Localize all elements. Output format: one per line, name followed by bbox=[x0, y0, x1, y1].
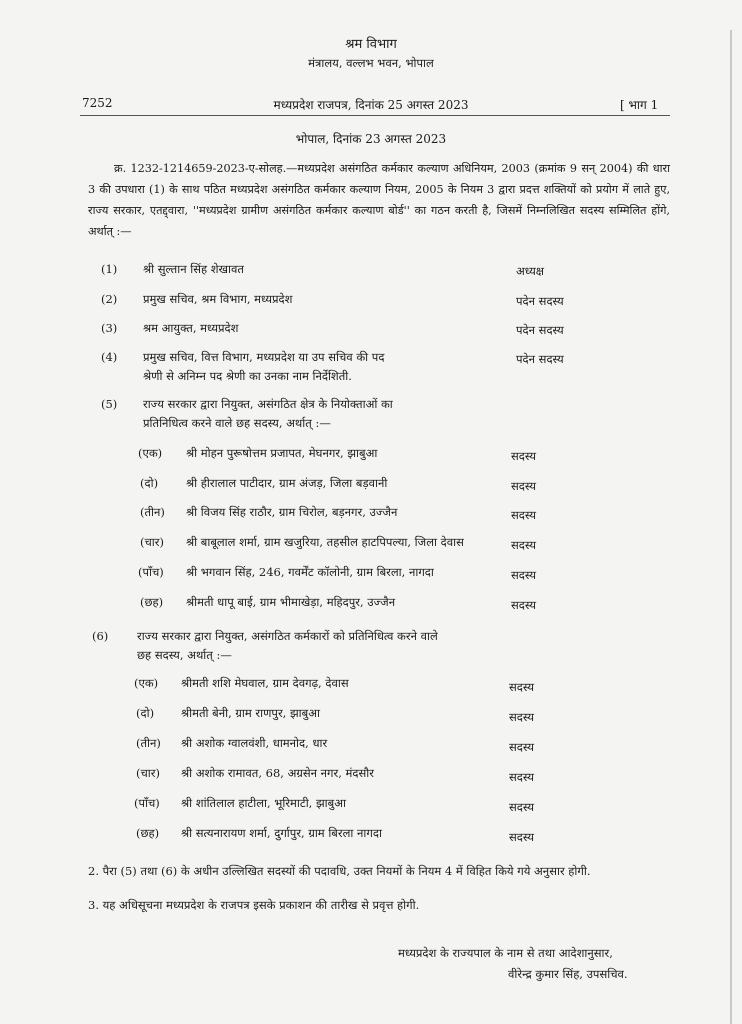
worker-number: (चार) bbox=[136, 766, 160, 780]
member-number: (1) bbox=[101, 262, 118, 276]
worker-role: सदस्य bbox=[509, 800, 535, 814]
gazette-part: [ भाग 1 bbox=[620, 98, 659, 112]
worker-role: सदस्य bbox=[509, 680, 535, 694]
worker-name: श्री अशोक रामावत, 68, अग्रसेन नगर, मंदसौर bbox=[181, 766, 374, 780]
member-role: अध्यक्ष bbox=[516, 264, 545, 278]
employer-role: सदस्य bbox=[511, 508, 537, 522]
member-name: प्रमुख सचिव, वित्त विभाग, मध्यप्रदेश या उप सचिव की पद bbox=[143, 350, 385, 364]
member-role: पदेन सदस्य bbox=[516, 323, 564, 337]
worker-role: सदस्य bbox=[509, 710, 535, 724]
worker-number: (एक) bbox=[134, 676, 159, 690]
employer-role: सदस्य bbox=[511, 598, 537, 612]
member-name-continued: श्रेणी से अनिम्न पद श्रेणी का उनका नाम निर्देशिती. bbox=[143, 369, 352, 383]
employer-number: (चार) bbox=[140, 535, 164, 549]
member-name: प्रमुख सचिव, श्रम विभाग, मध्यप्रदेश bbox=[143, 292, 293, 306]
employer-role: सदस्य bbox=[511, 568, 537, 582]
page-edge bbox=[730, 30, 732, 1024]
member-group-heading: राज्य सरकार द्वारा नियुक्त, असंगठित क्षेत्र के नियोक्ताओं का bbox=[143, 397, 393, 411]
employer-name: श्रीमती धापू बाई, ग्राम भीमाखेड़ा, महिदपुर, उज्जैन bbox=[186, 595, 396, 609]
header-rule bbox=[80, 115, 670, 116]
member-number: (4) bbox=[101, 350, 118, 364]
member-name: श्रम आयुक्त, मध्यप्रदेश bbox=[143, 321, 239, 335]
member-group-heading-continued: प्रतिनिधित्व करने वाले छह सदस्य, अर्थात् :— bbox=[143, 416, 331, 430]
member-role: पदेन सदस्य bbox=[516, 294, 564, 308]
worker-role: सदस्य bbox=[509, 830, 535, 844]
employer-role: सदस्य bbox=[511, 538, 537, 552]
signature-name: वीरेन्द्र कुमार सिंह, उपसचिव. bbox=[508, 967, 628, 981]
worker-number: (तीन) bbox=[136, 736, 161, 750]
worker-name: श्रीमती बेनी, ग्राम राणपुर, झाबुआ bbox=[181, 706, 320, 720]
employer-name: श्री विजय सिंह राठौर, ग्राम चिरोल, बड़नगर, उज्जैन bbox=[186, 505, 398, 519]
member-number: (2) bbox=[101, 292, 118, 306]
member-name: श्री सुल्तान सिंह शेखावत bbox=[143, 262, 244, 276]
member-number: (5) bbox=[101, 397, 118, 411]
member-role: पदेन सदस्य bbox=[516, 352, 564, 366]
worker-name: श्रीमती शशि मेघवाल, ग्राम देवगढ़, देवास bbox=[181, 676, 349, 690]
worker-name: श्री अशोक ग्वालवंशी, धामनोद, धार bbox=[181, 736, 328, 750]
member-group-heading: राज्य सरकार द्वारा नियुक्त, असंगठित कर्मकारों को प्रतिनिधित्व करने वाले bbox=[137, 629, 438, 643]
worker-role: सदस्य bbox=[509, 740, 535, 754]
employer-number: (छह) bbox=[140, 595, 164, 609]
worker-number: (छह) bbox=[136, 826, 160, 840]
employer-role: सदस्य bbox=[511, 449, 537, 463]
page-number: 7252 bbox=[82, 96, 113, 110]
worker-number: (दो) bbox=[136, 706, 155, 720]
employer-number: (एक) bbox=[138, 446, 163, 460]
member-number: (6) bbox=[92, 629, 109, 643]
worker-number: (पाँच) bbox=[134, 796, 160, 810]
worker-name: श्री सत्यनारायण शर्मा, दुर्गापुर, ग्राम बिरला नागदा bbox=[181, 826, 382, 840]
employer-name: श्री हीरालाल पाटीदार, ग्राम अंजड़, जिला बड़वानी bbox=[186, 476, 388, 490]
employer-number: (पाँच) bbox=[138, 565, 164, 579]
paragraph-3: 3. यह अधिसूचना मध्यप्रदेश के राजपत्र इसके प्रकाशन की तारीख से प्रवृत्त होगी. bbox=[88, 898, 420, 912]
paragraph-2: 2. पैरा (5) तथा (6) के अधीन उल्लिखित सदस्यों की पदावधि, उक्त नियमों के नियम 4 में विहित किये गये अनुसार होगी. bbox=[88, 864, 591, 878]
employer-role: सदस्य bbox=[511, 479, 537, 493]
ministry-address: मंत्रालय, वल्लभ भवन, भोपाल bbox=[308, 56, 434, 70]
signature-authority: मध्यप्रदेश के राज्यपाल के नाम से तथा आदेशानुसार, bbox=[398, 946, 613, 960]
worker-name: श्री शांतिलाल हाटीला, भूरिमाटी, झाबुआ bbox=[181, 796, 346, 810]
employer-name: श्री मोहन पुरूषोत्तम प्रजापत, मेघनगर, झाबुआ bbox=[186, 446, 378, 460]
employer-name: श्री बाबूलाल शर्मा, ग्राम खजुरिया, तहसील हाटपिपल्या, जिला देवास bbox=[186, 535, 464, 549]
department-heading: श्रम विभाग bbox=[345, 37, 397, 52]
member-number: (3) bbox=[101, 321, 118, 335]
employer-number: (तीन) bbox=[140, 505, 165, 519]
employer-number: (दो) bbox=[140, 476, 159, 490]
member-group-heading-continued: छह सदस्य, अर्थात् :— bbox=[137, 648, 232, 662]
notification-intro: क्र. 1232-1214659-2023-ए-सोलह.—मध्यप्रदेश असंगठित कर्मकार कल्याण अधिनियम, 2003 (क्रमांक 9 सन् 2004) की धारा 3 की उपधारा (1) के साथ पठित मध्यप्रदेश असंगठित कर्मकार कल्याण नियम, 2005 के नियम 3 द्वारा प्रदत्त शक्तियों को प्रयोग में लाते हुए, राज्य सरकार, एतद्द्वारा, ''मध्यप्रदेश ग्रामीण असंगठित कर्मकार कल्याण बोर्ड'' का गठन करती है, जिसमें निम्नलिखित सदस्य सम्मिलित होंगे, अर्थात् :— bbox=[88, 162, 670, 238]
gazette-title: मध्यप्रदेश राजपत्र, दिनांक 25 अगस्त 2023 bbox=[273, 98, 469, 112]
notification-date: भोपाल, दिनांक 23 अगस्त 2023 bbox=[295, 132, 447, 146]
worker-role: सदस्य bbox=[509, 770, 535, 784]
employer-name: श्री भगवान सिंह, 246, गवर्मेंट कॉलोनी, ग्राम बिरला, नागदा bbox=[186, 565, 434, 579]
